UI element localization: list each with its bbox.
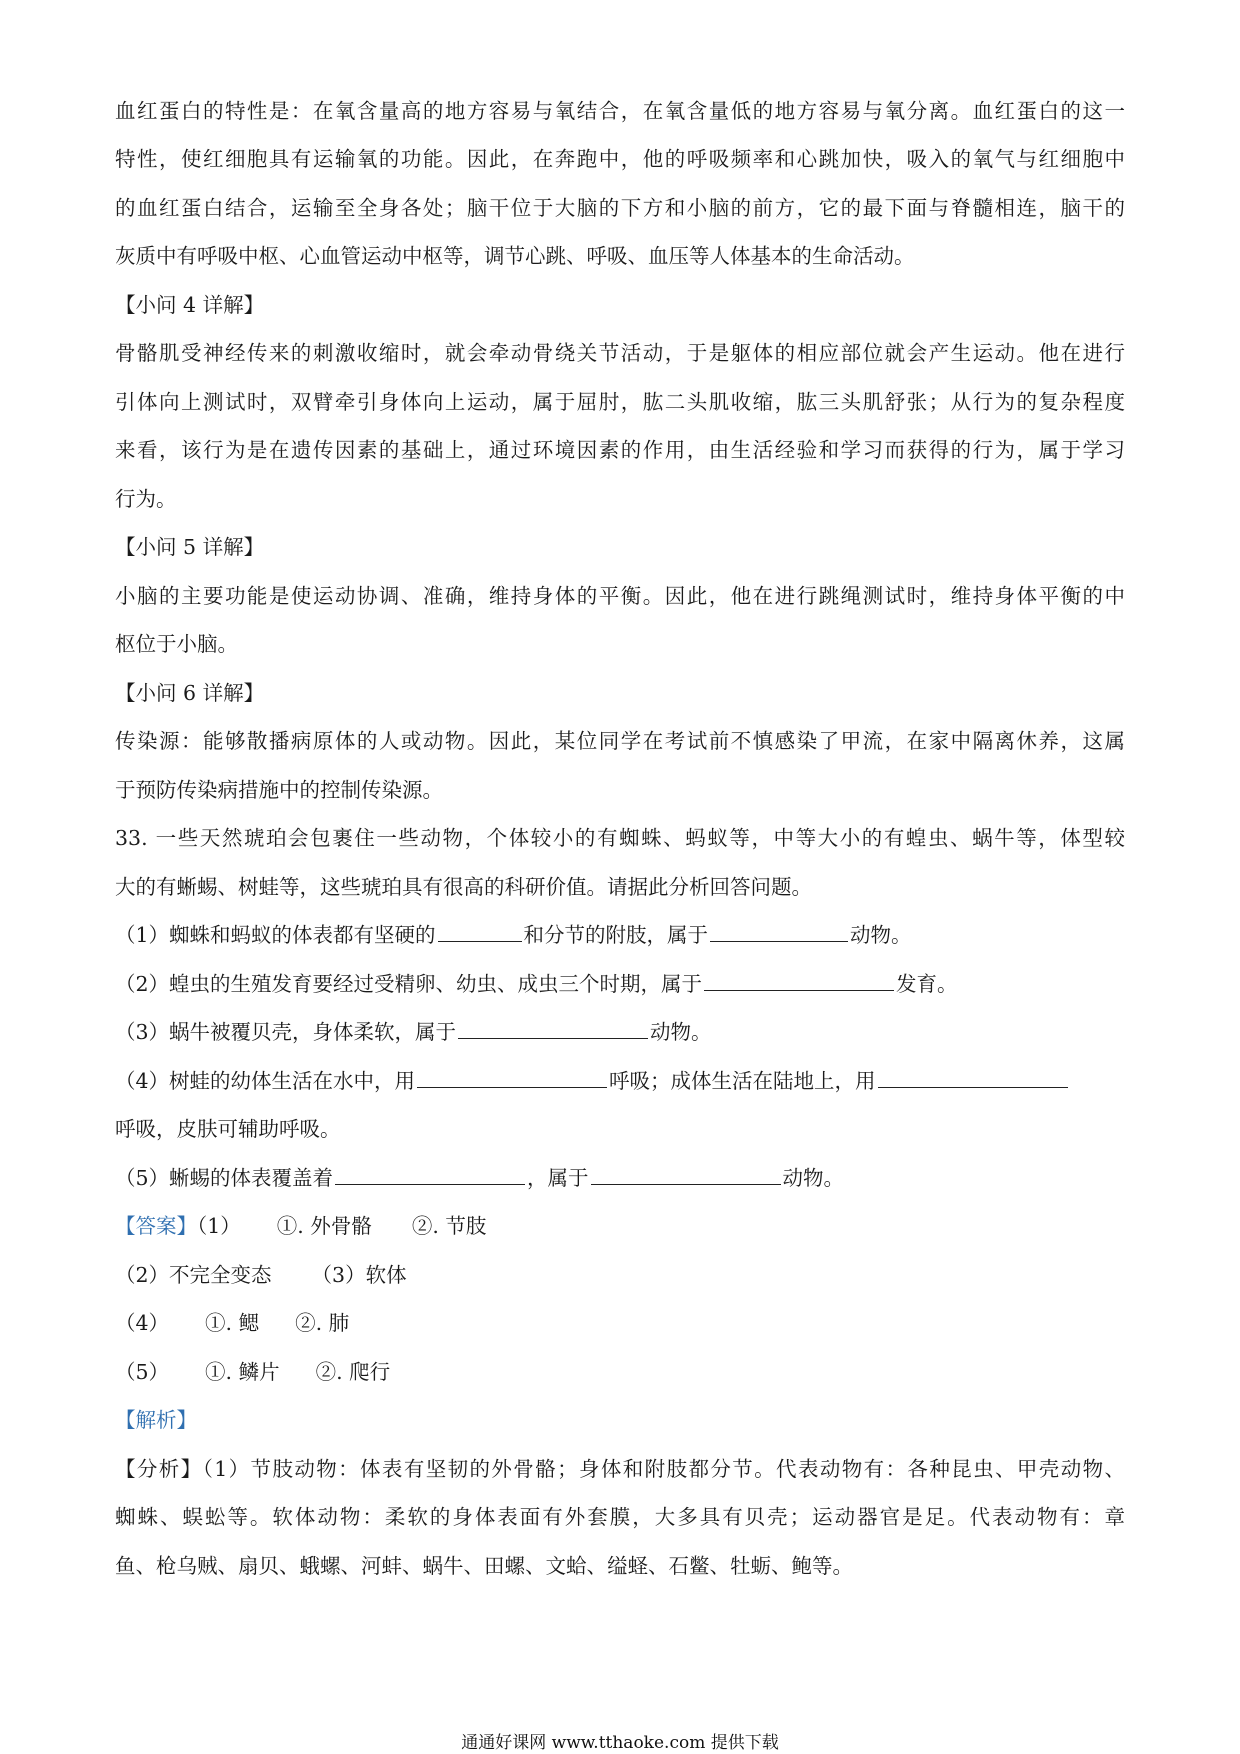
answer-line-3 <box>115 1308 1125 1338</box>
sub-question-5 <box>115 1163 1125 1193</box>
answer-blank <box>417 1067 607 1088</box>
answer-blank <box>710 921 848 942</box>
answer-option: ②. 肺 <box>295 1311 350 1335</box>
answer-number: （1） <box>197 1214 241 1238</box>
answer-line-2 <box>115 1260 1125 1290</box>
answer-option: ①. 外骨骼 <box>276 1214 372 1238</box>
sub-question-3 <box>115 1017 1125 1047</box>
section-heading-q4: 【小问 4 详解】 <box>115 293 265 317</box>
sub-question-text: （1）蜘蛛和蚂蚁的体表都有坚硬的 <box>115 923 436 947</box>
sub-question-text: 呼吸；成体生活在陆地上，用 <box>609 1069 876 1093</box>
answer-blank <box>878 1067 1068 1088</box>
sub-question-text: （3）蜗牛被覆贝壳，身体柔软，属于 <box>115 1020 457 1044</box>
text-line: 引体向上测试时，双臂牵引身体向上运动，属于屈肘，肱二头肌收缩，肱三头肌舒张；从行为的复杂程度 <box>115 390 1125 414</box>
text-line: 枢位于小脑。 <box>115 632 238 656</box>
sub-question-text: 动物。 <box>850 923 912 947</box>
answer-line-1 <box>115 1211 1125 1241</box>
sub-question-4-cont: 呼吸，皮肤可辅助呼吸。 <box>115 1117 341 1141</box>
text-line: 来看，该行为是在遗传因素的基础上，通过环境因素的作用，由生活经验和学习而获得的行为，属于学习 <box>115 438 1125 462</box>
sub-question-text: （2）蝗虫的生殖发育要经过受精卵、幼虫、成虫三个时期，属于 <box>115 972 703 996</box>
answer-line-4 <box>115 1357 1125 1387</box>
text-line: 灰质中有呼吸中枢、心血管运动中枢等，调节心跳、呼吸、血压等人体基本的生命活动。 <box>115 244 915 268</box>
sub-question-2 <box>115 969 1125 999</box>
answer-number: （4） <box>115 1311 170 1335</box>
analysis-line: 蜘蛛、蜈蚣等。软体动物：柔软的身体表面有外套膜，大多具有贝壳；运动器官是足。代表动物有：章 <box>115 1505 1125 1529</box>
text-line: 传染源：能够散播病原体的人或动物。因此，某位同学在考试前不慎感染了甲流，在家中隔离休养，这属 <box>115 729 1125 753</box>
answer-blank <box>704 970 894 991</box>
answer-number: （5） <box>115 1360 170 1384</box>
sub-question-text: ，属于 <box>527 1166 589 1190</box>
answer-option: ②. 节肢 <box>411 1214 487 1238</box>
answer-blank <box>591 1164 781 1185</box>
sub-question-text: 动物。 <box>782 1166 845 1190</box>
analysis-line: 鱼、枪乌贼、扇贝、蛾螺、河蚌、蜗牛、田螺、文蛤、缢蛏、石鳖、牡蛎、鲍等。 <box>115 1554 853 1578</box>
text-line: 的血红蛋白结合，运输至全身各处；脑干位于大脑的下方和小脑的前方，它的最下面与脊髓相连，脑干的 <box>115 196 1125 220</box>
text-line: 行为。 <box>115 487 177 511</box>
sub-question-text: 和分节的附肢，属于 <box>523 923 709 947</box>
answer-blank <box>458 1018 648 1039</box>
answer-option: ②. 爬行 <box>315 1360 391 1384</box>
answer-option: ①. 鳞片 <box>205 1360 280 1384</box>
answer-option: （2）不完全变态 <box>115 1263 272 1287</box>
answer-option: （3）软体 <box>311 1263 407 1287</box>
answer-blank <box>438 921 522 942</box>
section-heading-q5: 【小问 5 详解】 <box>115 535 265 559</box>
answer-option: ①. 鳃 <box>205 1311 260 1335</box>
sub-question-text: 动物。 <box>650 1020 712 1044</box>
answer-label: 【答案】 <box>115 1214 197 1238</box>
answer-blank <box>335 1164 525 1185</box>
section-heading-q6: 【小问 6 详解】 <box>115 681 265 705</box>
question-stem: 大的有蜥蜴、树蛙等，这些琥珀具有很高的科研价值。请据此分析回答问题。 <box>115 875 812 899</box>
sub-question-text: （4）树蛙的幼体生活在水中，用 <box>115 1069 416 1093</box>
text-line: 骨骼肌受神经传来的刺激收缩时，就会牵动骨绕关节活动，于是躯体的相应部位就会产生运动。他在进行 <box>115 341 1125 365</box>
text-line: 小脑的主要功能是使运动协调、准确，维持身体的平衡。因此，他在进行跳绳测试时，维持身体平衡的中 <box>115 584 1125 608</box>
analysis-label: 【解析】 <box>115 1408 197 1432</box>
sub-question-1 <box>115 920 1125 950</box>
question-stem: 33. 一些天然琥珀会包裹住一些动物，个体较小的有蜘蛛、蚂蚁等，中等大小的有蝗虫、蜗牛等，体型较 <box>115 826 1125 850</box>
sub-question-text: 发育。 <box>896 972 958 996</box>
text-line: 特性，使红细胞具有运输氧的功能。因此，在奔跑中，他的呼吸频率和心跳加快，吸入的氧气与红细胞中 <box>115 147 1125 171</box>
page-footer: 通通好课网 www.tthaoke.com 提供下载 <box>461 1733 779 1753</box>
sub-question-4 <box>115 1066 1125 1096</box>
sub-question-text: （5）蜥蜴的体表覆盖着 <box>115 1166 334 1190</box>
text-line: 于预防传染病措施中的控制传染源。 <box>115 778 443 802</box>
analysis-line: 【分析】（1）节肢动物：体表有坚韧的外骨骼；身体和附肢都分节。代表动物有：各种昆虫、甲壳动物、 <box>115 1457 1125 1481</box>
text-line: 血红蛋白的特性是：在氧含量高的地方容易与氧结合，在氧含量低的地方容易与氧分离。血红蛋白的这一 <box>115 99 1125 123</box>
